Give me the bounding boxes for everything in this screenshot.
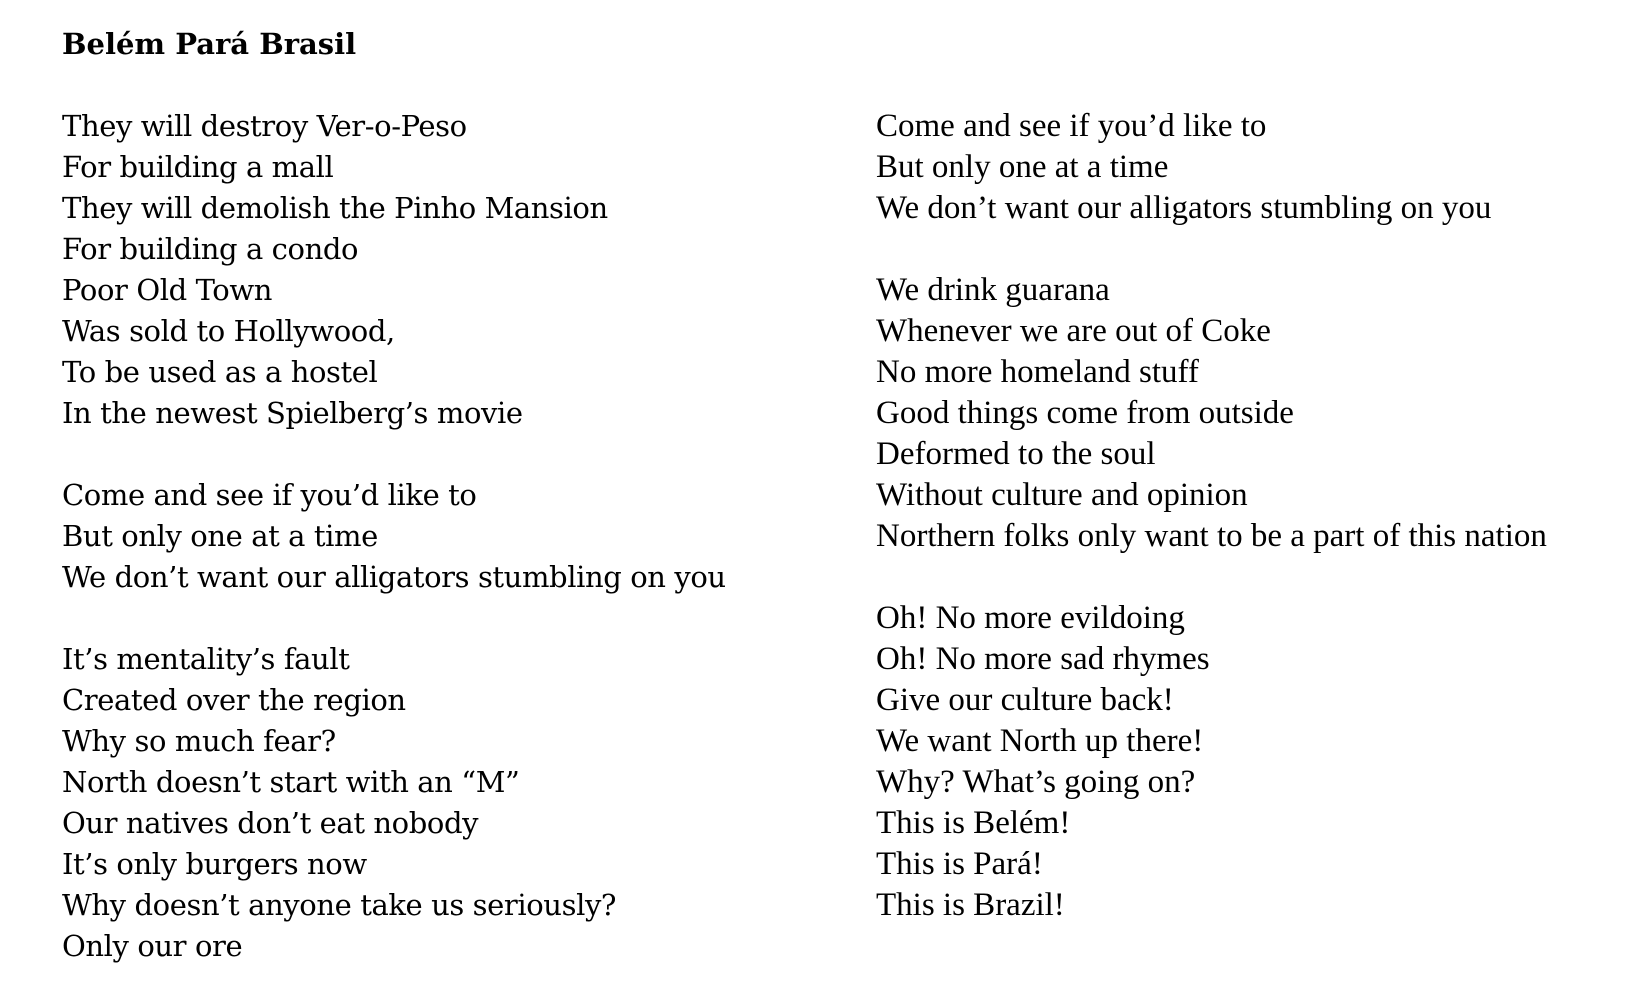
poem-line: No more homeland stuff	[876, 354, 1199, 390]
stanza	[876, 106, 1547, 229]
poem-line: This is Belém!	[876, 805, 1071, 841]
poem-line: Oh! No more sad rhymes	[876, 641, 1210, 677]
poem-line: It’s mentality’s fault	[62, 642, 350, 676]
poem-line: We don’t want our alligators stumbling on you	[62, 560, 726, 594]
poem-line: Come and see if you’d like to	[62, 478, 477, 512]
stanza	[876, 598, 1547, 926]
poem-line: Good things come from outside	[876, 395, 1294, 431]
poem-line: This is Brazil!	[876, 887, 1065, 923]
poem-line: Why doesn’t anyone take us seriously?	[62, 888, 617, 922]
poem-line: For building a condo	[62, 232, 359, 266]
right-column	[876, 106, 1547, 967]
poem-line: Was sold to Hollywood,	[62, 314, 395, 348]
poem-line: In the newest Spielberg’s movie	[62, 396, 523, 430]
poem-line: Our natives don’t eat nobody	[62, 806, 479, 840]
poem-title: Belém Pará Brasil	[62, 27, 357, 61]
poem-line: Created over the region	[62, 683, 406, 717]
poem-line: Poor Old Town	[62, 273, 273, 307]
poem-line: Oh! No more evildoing	[876, 600, 1185, 636]
poem-line: But only one at a time	[62, 519, 378, 553]
poem-line: But only one at a time	[876, 149, 1169, 185]
poem-line: This is Pará!	[876, 846, 1043, 882]
poem-line: We want North up there!	[876, 723, 1204, 759]
poem-line: We don’t want our alligators stumbling on you	[876, 190, 1492, 226]
left-column	[62, 106, 726, 1008]
poem-line: Deformed to the soul	[876, 436, 1156, 472]
poem-line: We drink guarana	[876, 272, 1110, 308]
stanza	[62, 106, 726, 434]
poem-line: Give our culture back!	[876, 682, 1174, 718]
poem-line: They will destroy Ver-o-Peso	[62, 109, 467, 143]
stanza	[62, 639, 726, 967]
poem-line: Only our ore	[62, 929, 243, 963]
poem-line: Northern folks only want to be a part of this nation	[876, 518, 1547, 554]
stanza	[62, 475, 726, 598]
stanza	[876, 270, 1547, 557]
poem-line: Why so much fear?	[62, 724, 336, 758]
poem-line: Come and see if you’d like to	[876, 108, 1267, 144]
poem-line: To be used as a hostel	[62, 355, 378, 389]
poem-line: They will demolish the Pinho Mansion	[62, 191, 608, 225]
poem-line: It’s only burgers now	[62, 847, 367, 881]
poem-line: Without culture and opinion	[876, 477, 1248, 513]
poem-line: Why? What’s going on?	[876, 764, 1196, 800]
poem-line: For building a mall	[62, 150, 334, 184]
poem-line: North doesn’t start with an “M”	[62, 765, 520, 799]
poem-line: Whenever we are out of Coke	[876, 313, 1271, 349]
